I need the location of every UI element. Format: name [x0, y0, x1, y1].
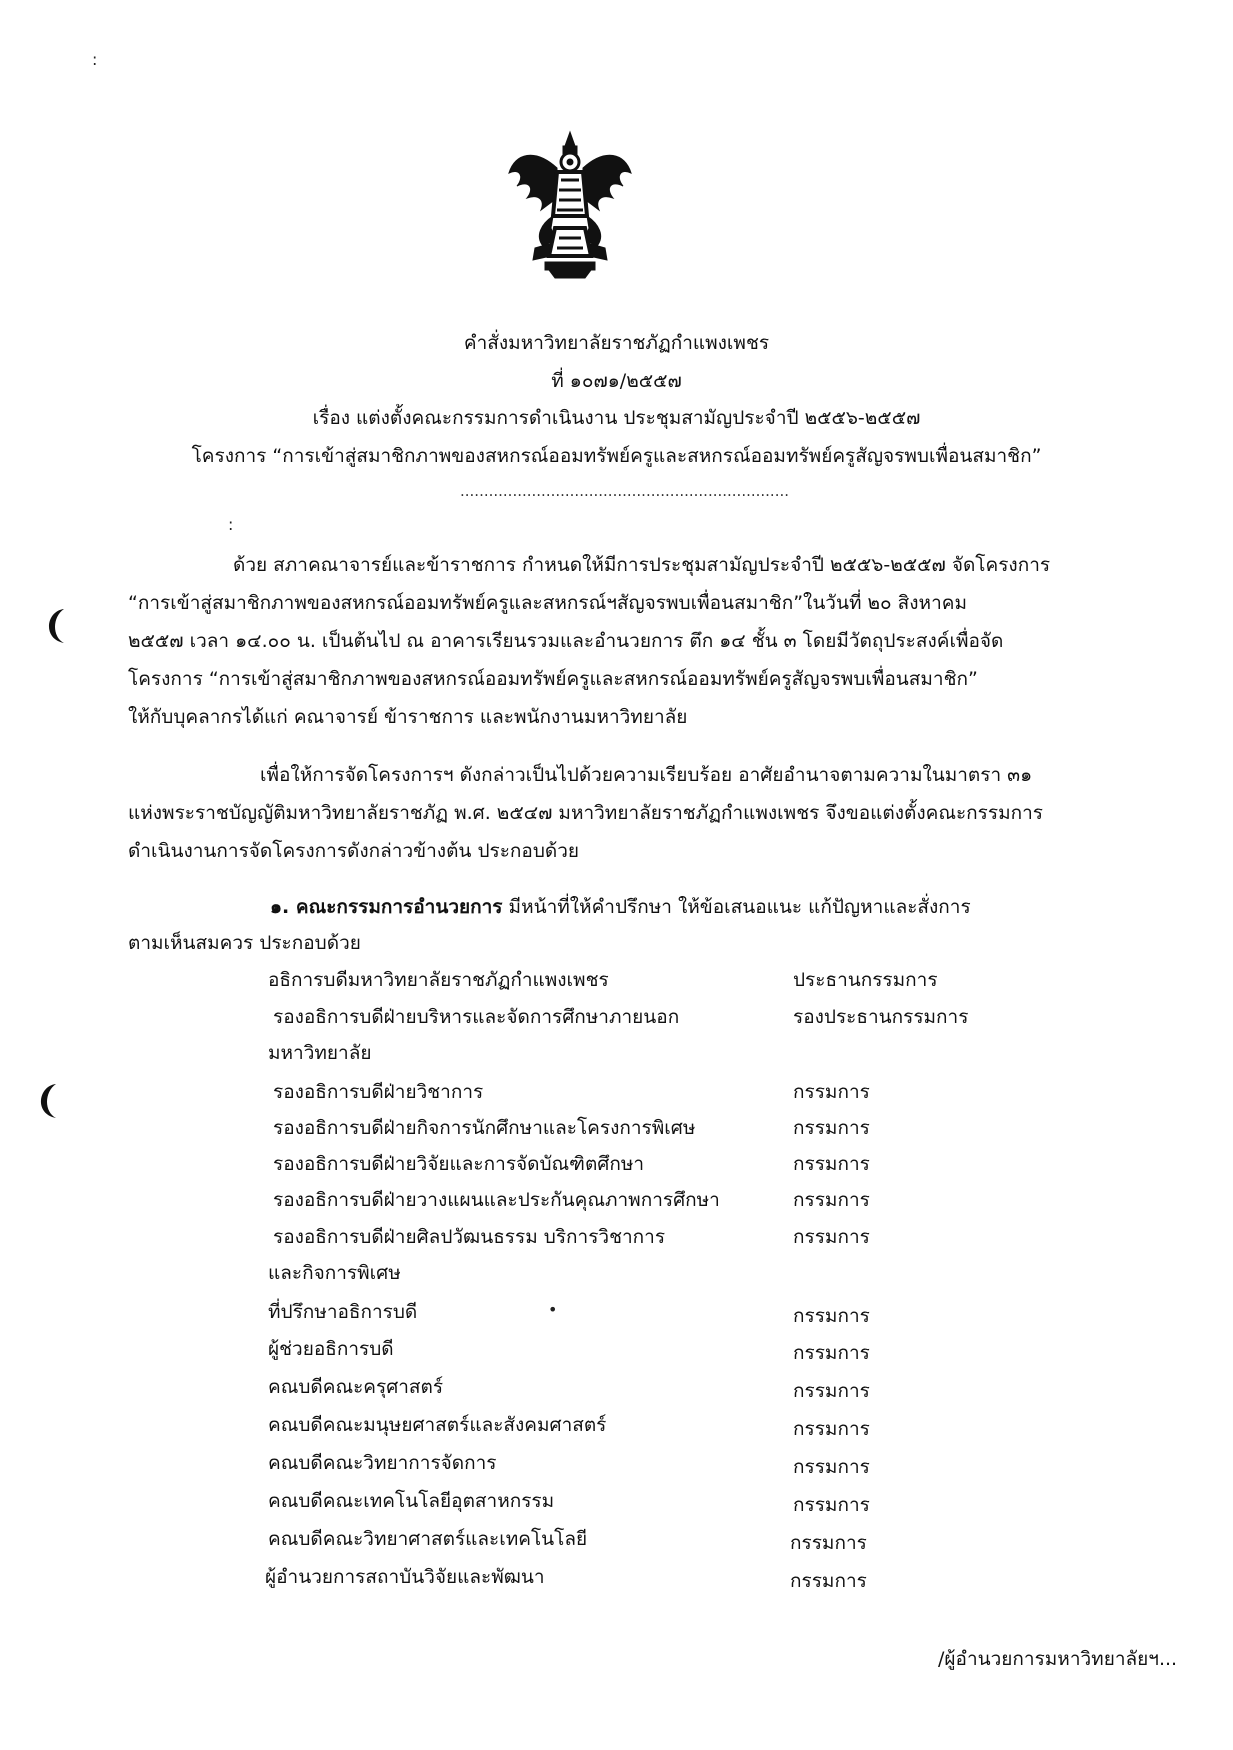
committee-member-name: ผู้ช่วยอธิการบดี [268, 1338, 394, 1360]
committee-member-name: รองอธิการบดีฝ่ายวิจัยและการจัดบัณฑิตศึกษา [273, 1153, 645, 1175]
committee-member-role: กรรมการ [793, 1153, 870, 1175]
committee-member-name: รองอธิการบดีฝ่ายบริหารและจัดการศึกษาภายนอก [273, 1006, 680, 1028]
section-1-line [270, 892, 971, 922]
committee-member-name: รองอธิการบดีฝ่ายศิลปวัฒนธรรม บริการวิชาการ [273, 1226, 666, 1248]
order-number: ที่ ๑๐๗๑/๒๕๕๗ [551, 370, 682, 392]
committee-member-role: กรรมการ [793, 1418, 870, 1440]
committee-member-name: ผู้อำนวยการสถาบันวิจัยและพัฒนา [265, 1566, 545, 1588]
separator: ..................................................................... [460, 482, 789, 500]
committee-member-role: กรรมการ [793, 1380, 870, 1402]
committee-member-role: กรรมการ [793, 1342, 870, 1364]
paragraph-2-line-2: แห่งพระราชบัญญัติมหาวิทยาลัยราชภัฏ พ.ศ. ๒๕๔๗ มหาวิทยาลัยราชภัฏกำแพงเพชร จึงขอแต่งตั้งคณะกรรมการ [128, 802, 1043, 824]
committee-member-role: กรรมการ [793, 1226, 870, 1248]
committee-member-role: รองประธานกรรมการ [793, 1006, 969, 1028]
scan-speck: : [228, 515, 234, 534]
page-continuation: /ผู้อำนวยการมหาวิทยาลัยฯ... [938, 1648, 1178, 1670]
committee-member-role: กรรมการ [790, 1570, 867, 1592]
paragraph-2-line-1: เพื่อให้การจัดโครงการฯ ดังกล่าวเป็นไปด้วยความเรียบร้อย อาศัยอำนาจตามความในมาตรา ๓๑ [260, 764, 1033, 786]
committee-member-name: คณบดีคณะวิทยาการจัดการ [268, 1452, 497, 1474]
committee-member-name: คณบดีคณะมนุษยศาสตร์และสังคมศาสตร์ [268, 1414, 607, 1436]
section-1-heading: ๑. คณะกรรมการอำนวยการ [270, 896, 503, 918]
committee-member-name: ที่ปรึกษาอธิการบดี [268, 1301, 418, 1323]
committee-member-name: อธิการบดีมหาวิทยาลัยราชภัฏกำแพงเพชร [268, 969, 609, 991]
committee-member-role: กรรมการ [793, 1305, 870, 1327]
punch-hole-mark [30, 1080, 62, 1122]
paragraph-1-line-4: โครงการ “การเข้าสู่สมาชิกภาพของสหกรณ์ออมทรัพย์ครูและสหกรณ์ออมทรัพย์ครูสัญจรพบเพื่อนสมาชิก” [128, 668, 978, 690]
committee-member-name-cont: มหาวิทยาลัย [268, 1042, 372, 1064]
committee-member-name: รองอธิการบดีฝ่ายวางแผนและประกันคุณภาพการศึกษา [273, 1189, 720, 1211]
punch-hole-mark [38, 605, 70, 647]
scan-speck: • [548, 1300, 558, 1319]
paragraph-1-line-2: “การเข้าสู่สมาชิกภาพของสหกรณ์ออมทรัพย์ครูและสหกรณ์ฯสัญจรพบเพื่อนสมาชิก”ในวันที่ ๒๐ สิงหาคม [128, 592, 967, 614]
paragraph-2-line-3: ดำเนินงานการจัดโครงการดังกล่าวข้างต้น ประกอบด้วย [128, 840, 580, 862]
order-project: โครงการ “การเข้าสู่สมาชิกภาพของสหกรณ์ออมทรัพย์ครูและสหกรณ์ออมทรัพย์ครูสัญจรพบเพื่อนสมาชิก” [191, 445, 1042, 467]
paragraph-1-line-3: ๒๕๕๗ เวลา ๑๔.๐๐ น. เป็นต้นไป ณ อาคารเรียนรวมและอำนวยการ ตึก ๑๔ ชั้น ๓ โดยมีวัตถุประสงค์เพื่อจัด [128, 630, 1004, 652]
order-subject: เรื่อง แต่งตั้งคณะกรรมการดำเนินงาน ประชุมสามัญประจำปี ๒๕๕๖-๒๕๕๗ [312, 407, 921, 429]
paragraph-1-line-1: ด้วย สภาคณาจารย์และข้าราชการ กำหนดให้มีการประชุมสามัญประจำปี ๒๕๕๖-๒๕๕๗ จัดโครงการ [233, 554, 1051, 576]
committee-member-name-cont: และกิจการพิเศษ [268, 1262, 401, 1284]
committee-member-name: คณบดีคณะวิทยาศาสตร์และเทคโนโลยี [268, 1528, 588, 1550]
committee-member-role: กรรมการ [793, 1189, 870, 1211]
committee-member-name: รองอธิการบดีฝ่ายวิชาการ [273, 1081, 484, 1103]
committee-member-name: รองอธิการบดีฝ่ายกิจการนักศึกษาและโครงการพิเศษ [273, 1117, 696, 1139]
section-1-description-2: ตามเห็นสมควร ประกอบด้วย [128, 932, 361, 954]
order-issuer: คำสั่งมหาวิทยาลัยราชภัฏกำแพงเพชร [463, 332, 770, 354]
committee-member-role: กรรมการ [793, 1117, 870, 1139]
committee-member-role: กรรมการ [793, 1081, 870, 1103]
committee-member-role: กรรมการ [793, 1456, 870, 1478]
committee-member-role: ประธานกรรมการ [793, 969, 938, 991]
paragraph-1-line-5: ให้กับบุคลากรได้แก่ คณาจารย์ ข้าราชการ และพนักงานมหาวิทยาลัย [128, 706, 688, 728]
committee-member-role: กรรมการ [790, 1532, 867, 1554]
committee-member-name: คณบดีคณะครุศาสตร์ [268, 1376, 444, 1398]
committee-member-name: คณบดีคณะเทคโนโลยีอุตสาหกรรม [268, 1490, 555, 1512]
scan-speck: : [92, 50, 98, 69]
garuda-emblem-icon [505, 128, 635, 280]
section-1-description: มีหน้าที่ให้คำปรึกษา ให้ข้อเสนอแนะ แก้ปัญหาและสั่งการ [502, 896, 971, 918]
committee-member-role: กรรมการ [793, 1494, 870, 1516]
